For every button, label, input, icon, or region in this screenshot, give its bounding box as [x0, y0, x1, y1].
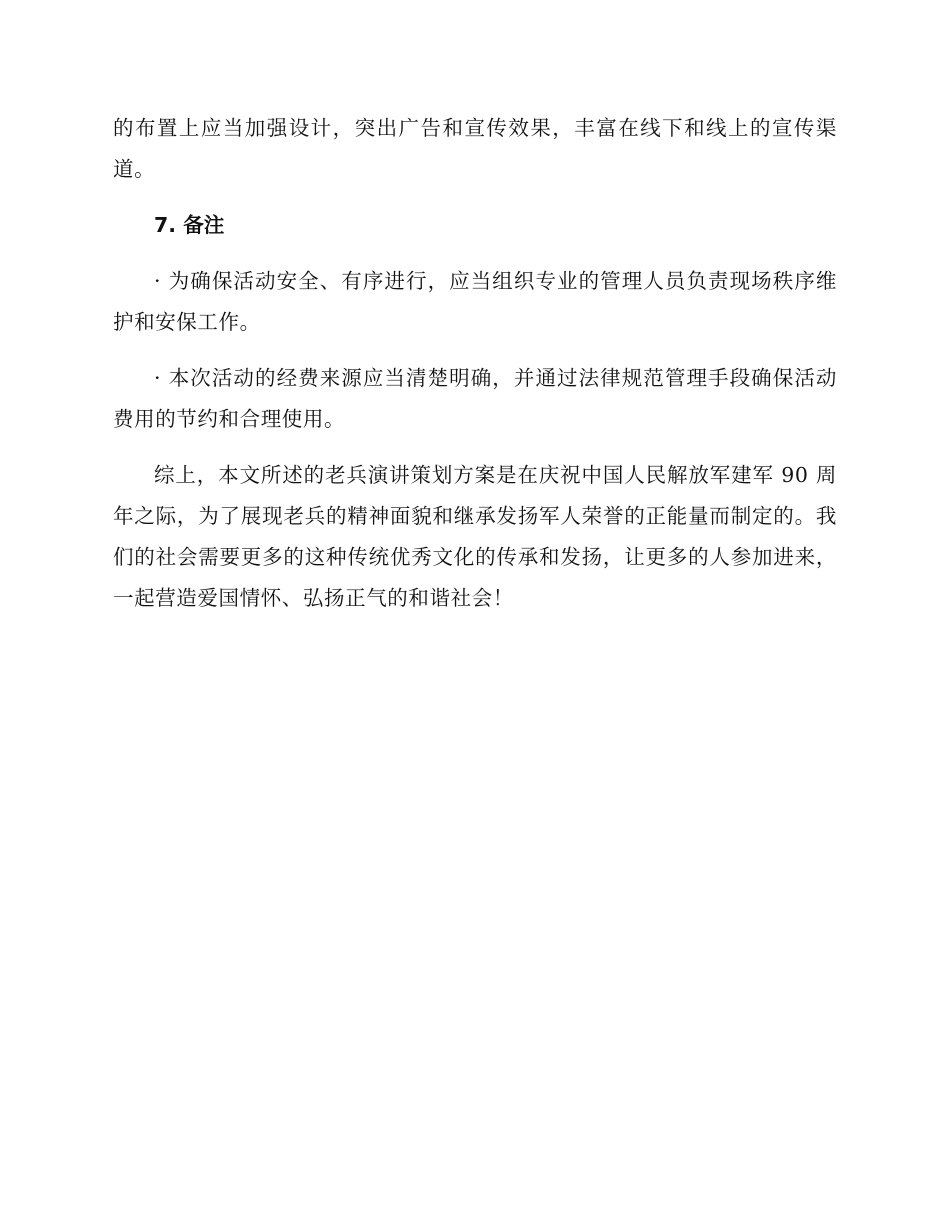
- document-body: [113, 108, 837, 619]
- section-heading-notes: 7. 备注: [154, 213, 225, 237]
- bullet-funding: · 本次活动的经费来源应当清楚明确，并通过法律规范管理手段确保活动费用的节约和合理使用。: [113, 366, 837, 431]
- continuation-paragraph: 的布置上应当加强设计，突出广告和宣传效果，丰富在线下和线上的宣传渠道。: [113, 116, 837, 181]
- conclusion-paragraph: 综上，本文所述的老兵演讲策划方案是在庆祝中国人民解放军建军 90 周年之际，为了展现老兵的精神面貌和继承发扬军人荣誉的正能量而制定的。我们的社会需要更多的这种传统优秀文化的传承和发扬，让更多的人参加进来，一起营造爱国情怀、弘扬正气的和谐社会！: [113, 463, 837, 610]
- bullet-safety: · 为确保活动安全、有序进行，应当组织专业的管理人员负责现场秩序维护和安保工作。: [113, 269, 837, 334]
